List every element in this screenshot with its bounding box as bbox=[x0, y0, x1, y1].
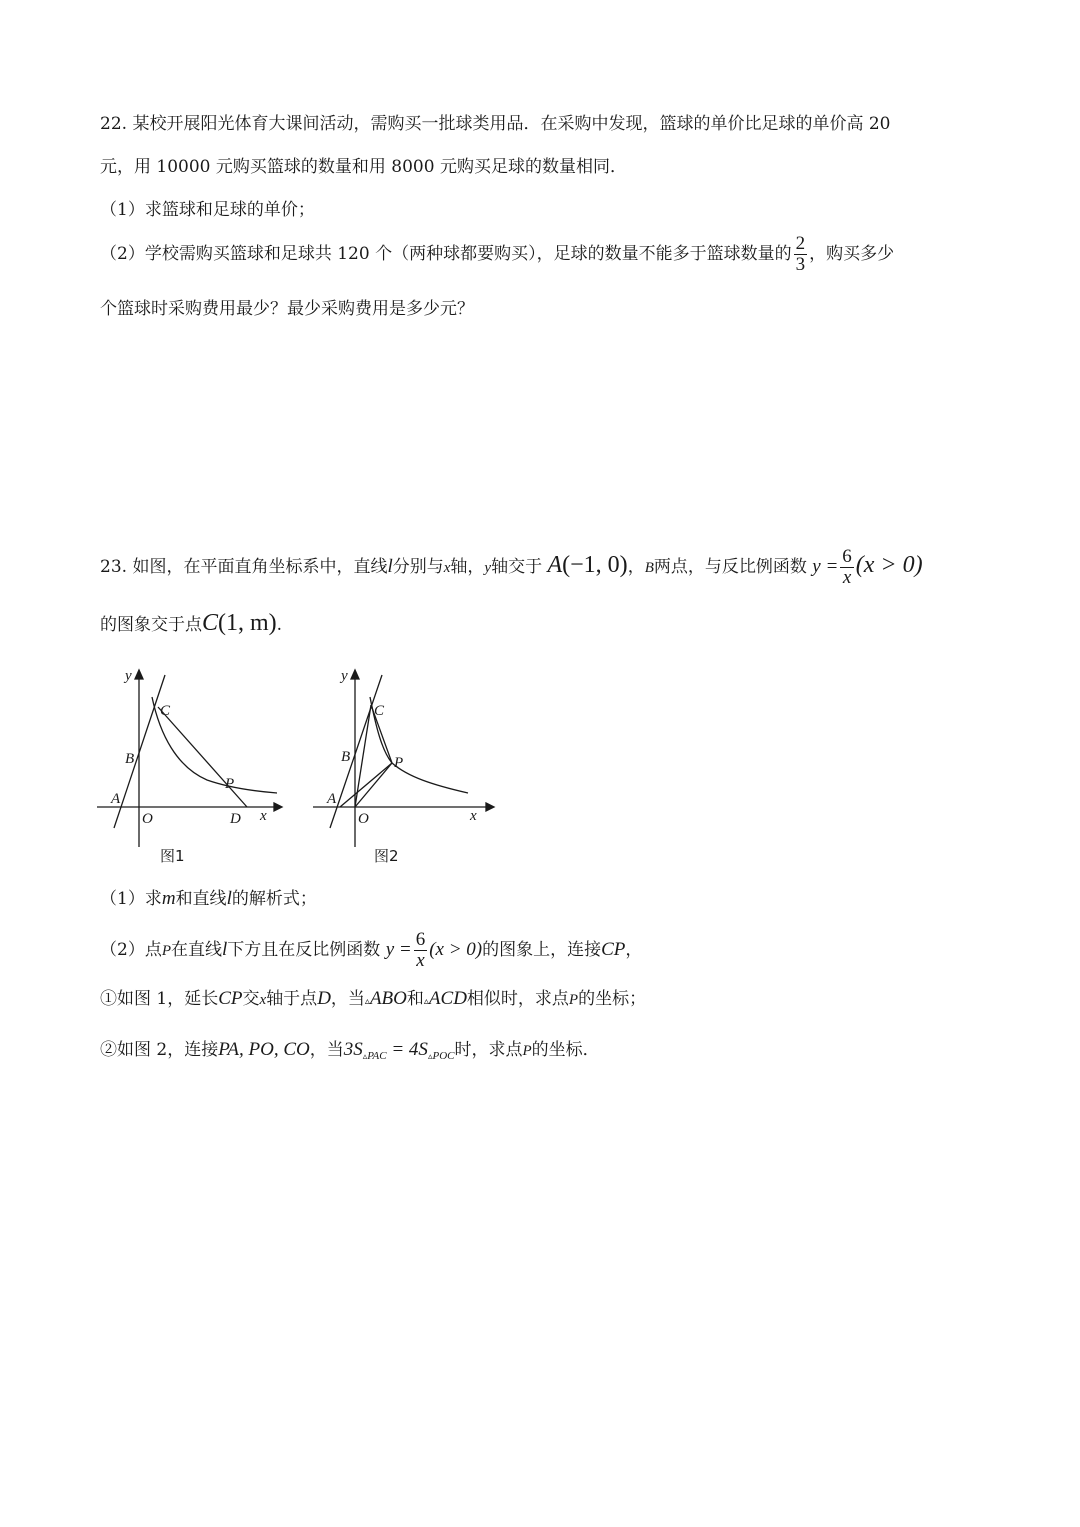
fig2-label-p: P bbox=[394, 755, 404, 771]
point-b: B bbox=[644, 560, 654, 576]
q23-sub1-f: 相似时，求点 bbox=[466, 989, 569, 1009]
var-l: l bbox=[226, 888, 232, 909]
q22-part2 bbox=[100, 234, 894, 275]
x-axis-arrow-icon bbox=[274, 803, 282, 811]
q23-part2-a: （2）点 bbox=[100, 940, 162, 960]
q23-part2-d: 的图象上，连接 bbox=[482, 940, 602, 960]
q23-part2-b: 在直线 bbox=[171, 940, 222, 960]
func-lhs: y = bbox=[812, 556, 839, 577]
fig1-label-o: O bbox=[142, 811, 153, 827]
comma: ， bbox=[625, 940, 643, 960]
fig1-label-p: P bbox=[225, 776, 235, 792]
func-domain: (x > 0) bbox=[855, 552, 923, 578]
var-y: y bbox=[484, 560, 492, 576]
fig2-label-a: A bbox=[327, 791, 337, 807]
triangle-icon: ▵ bbox=[364, 996, 370, 1007]
fig1-caption: 图1 bbox=[160, 847, 185, 865]
fig1-label-y: y bbox=[125, 668, 132, 684]
frac-denominator: x bbox=[416, 950, 425, 971]
fraction-two-thirds bbox=[794, 234, 808, 275]
hyperbola bbox=[370, 697, 468, 793]
q22-text2: 元，用 10000 元购买篮球的数量和用 8000 元购买足球的数量相同． bbox=[100, 157, 627, 177]
segment-cp-label: CP bbox=[601, 939, 626, 960]
q23-sub1-c: 轴于点 bbox=[266, 989, 318, 1009]
frac-numerator: 2 bbox=[795, 233, 806, 254]
area-lhs: 3S bbox=[343, 1039, 363, 1060]
var-l: l bbox=[222, 939, 228, 960]
q23-sub2-a: ②如图 2，连接 bbox=[100, 1040, 219, 1060]
segments-pa-po-co: PA, PO, CO bbox=[218, 1039, 310, 1060]
fraction-6-over-x bbox=[414, 930, 428, 971]
fig2-label-x: x bbox=[470, 808, 477, 824]
q23-sub1 bbox=[100, 987, 646, 1014]
fig1-label-b: B bbox=[125, 751, 135, 767]
var-p: P bbox=[161, 943, 171, 959]
figure-2 bbox=[308, 665, 508, 865]
point-a: A bbox=[547, 552, 563, 578]
triangle-icon: ▵ bbox=[423, 996, 429, 1007]
triangle-icon: ▵ bbox=[362, 1051, 368, 1061]
func-domain: (x > 0) bbox=[429, 939, 483, 960]
sub-pac: PAC bbox=[367, 1050, 387, 1062]
figure-1 bbox=[92, 665, 292, 865]
q23-intro-b: 分别与 bbox=[392, 557, 444, 577]
fig2-label-o: O bbox=[358, 811, 369, 827]
q23-part1-c: 的解析式； bbox=[231, 889, 317, 909]
q23-part1 bbox=[100, 887, 317, 911]
q23-part1-b: 和直线 bbox=[175, 889, 227, 909]
x-axis-arrow-icon bbox=[486, 803, 494, 811]
q23-part1-a: （1）求 bbox=[100, 889, 162, 909]
q23-intro-c: 轴， bbox=[450, 557, 485, 577]
q23-sub2 bbox=[100, 1038, 600, 1068]
fig1-label-c: C bbox=[160, 703, 171, 719]
q23-intro-e: ， bbox=[627, 557, 645, 577]
q23-sub2-d: 的坐标． bbox=[531, 1040, 600, 1060]
q22-part2-text-b: ，购买多少 bbox=[809, 244, 895, 264]
var-x: x bbox=[443, 560, 451, 576]
fraction-6-over-x bbox=[840, 547, 854, 588]
hyperbola bbox=[152, 697, 277, 793]
q22-line1 bbox=[100, 112, 891, 136]
var-p: P bbox=[522, 1043, 532, 1059]
frac-denominator: x bbox=[842, 567, 852, 588]
q22-part2-text-c: 个篮球时采购费用最少？最少采购费用是多少元？ bbox=[100, 299, 474, 319]
fig2-label-b: B bbox=[341, 749, 351, 765]
q22-part1-text: （1）求篮球和足球的单价； bbox=[100, 200, 315, 220]
frac-numerator: 6 bbox=[842, 546, 852, 567]
point-a-coords: (−1, 0) bbox=[562, 552, 628, 578]
fig2-caption: 图2 bbox=[374, 847, 399, 865]
q23-intro-line1 bbox=[100, 547, 923, 588]
frac-denominator: 3 bbox=[795, 254, 806, 275]
fig1-label-a: A bbox=[111, 791, 121, 807]
var-x: x bbox=[259, 992, 267, 1008]
q22-part2-text-a: （2）学校需购买篮球和足球共 120 个（两种球都要购买），足球的数量不能多于篮球数量的 bbox=[100, 244, 792, 264]
q23-sub2-b: ，当 bbox=[309, 1040, 344, 1060]
triangle-icon: ▵ bbox=[427, 1051, 433, 1061]
segment-pa bbox=[340, 763, 392, 807]
q23-sub1-b: 交 bbox=[242, 989, 260, 1009]
triangle-abo: ABO bbox=[369, 988, 407, 1009]
line-cd bbox=[158, 707, 247, 807]
fig2-label-c: C bbox=[374, 703, 385, 719]
q23-intro-d: 轴交于 bbox=[491, 557, 543, 577]
q23-sub1-g: 的坐标； bbox=[578, 989, 647, 1009]
fig1-label-d: D bbox=[230, 811, 241, 827]
q22-number: 22. bbox=[100, 114, 128, 134]
point-c-coords: (1, m) bbox=[218, 610, 277, 636]
func-lhs: y = bbox=[385, 939, 412, 960]
q23-intro-a: 如图，在平面直角坐标系中，直线 bbox=[132, 557, 388, 577]
q23-intro-f: 两点，与反比例函数 bbox=[653, 557, 807, 577]
triangle-acd: ACD bbox=[428, 988, 467, 1009]
q22-line2 bbox=[100, 155, 627, 179]
q22-text1: 某校开展阳光体育大课间活动，需购买一批球类用品．在采购中发现，篮球的单价比足球的单价高 20 bbox=[132, 114, 891, 134]
segment-cp-label: CP bbox=[218, 988, 243, 1009]
point-d: D bbox=[317, 988, 331, 1009]
y-axis-arrow-icon bbox=[351, 670, 359, 679]
q23-part2 bbox=[100, 930, 642, 971]
area-rhs: = 4S bbox=[386, 1039, 428, 1060]
q23-sub2-c: 时，求点 bbox=[454, 1040, 523, 1060]
q22-part2-line2 bbox=[100, 297, 474, 321]
q23-number: 23. bbox=[100, 557, 128, 577]
fig1-label-x: x bbox=[260, 808, 267, 824]
y-axis-arrow-icon bbox=[135, 670, 143, 679]
q23-sub1-e: 和 bbox=[406, 989, 424, 1009]
frac-numerator: 6 bbox=[415, 929, 426, 950]
var-m: m bbox=[161, 888, 176, 909]
sub-poc: POC bbox=[432, 1050, 455, 1062]
q22-part1 bbox=[100, 198, 315, 222]
q23-intro-line2 bbox=[100, 611, 282, 637]
var-p: P bbox=[568, 992, 579, 1008]
var-l: l bbox=[387, 556, 393, 577]
q23-intro-g: 的图象交于点 bbox=[100, 615, 202, 635]
point-c: C bbox=[202, 610, 219, 636]
fig2-label-y: y bbox=[341, 668, 348, 684]
period: . bbox=[276, 615, 283, 635]
q23-sub1-a: ①如图 1，延长 bbox=[100, 989, 219, 1009]
q23-part2-c: 下方且在反比例函数 bbox=[227, 940, 381, 960]
q23-sub1-d: ，当 bbox=[330, 989, 365, 1009]
